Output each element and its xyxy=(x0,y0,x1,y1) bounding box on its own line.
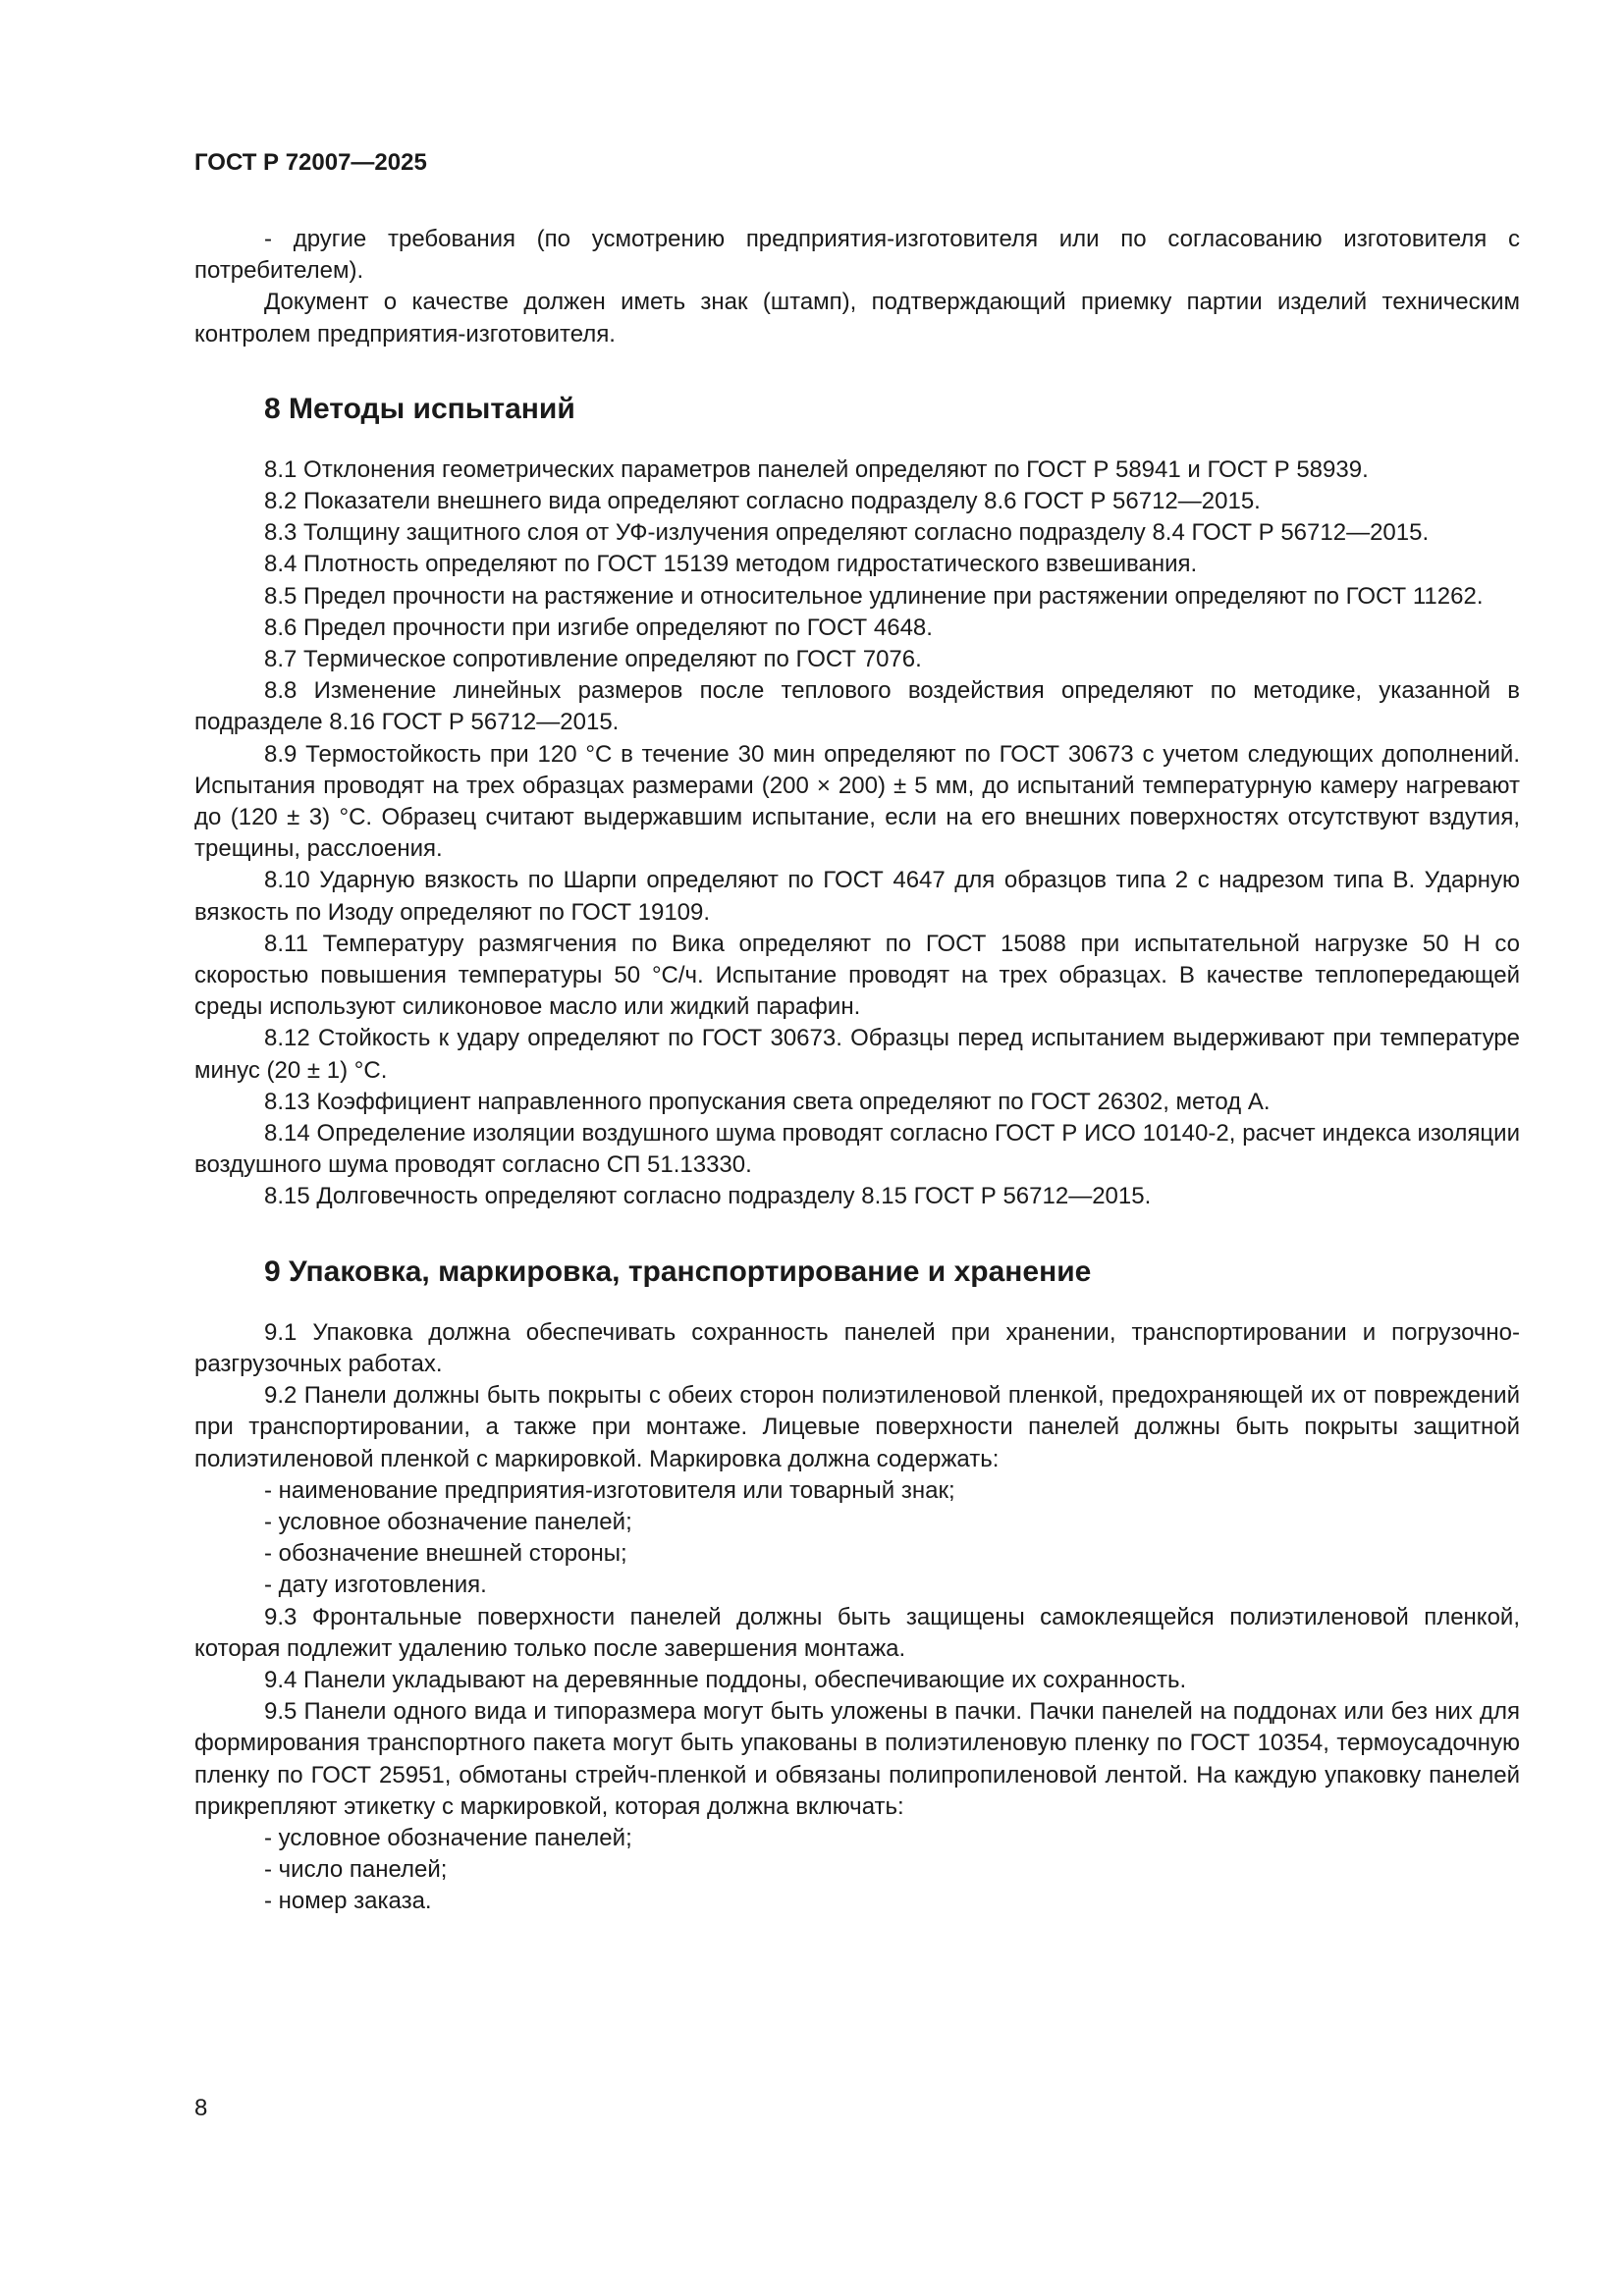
clause-8-2: 8.2 Показатели внешнего вида определяют согласно подразделу 8.6 ГОСТ Р 56712—2015. xyxy=(264,488,1261,515)
intro-paragraph-2: Документ о качестве должен иметь знак (штамп), подтверждающий приемку партии изделий техническим контролем предприятия-изготовителя. xyxy=(194,289,1520,347)
clause-8-14: 8.14 Определение изоляции воздушного шума проводят согласно ГОСТ Р ИСО 10140-2, расчет индекса изоляции воздушного шума проводят согласно СП 51.13330. xyxy=(194,1120,1520,1179)
list-item: - дату изготовления. xyxy=(264,1572,487,1599)
clause-8-4: 8.4 Плотность определяют по ГОСТ 15139 методом гидростатического взвешивания. xyxy=(264,551,1198,578)
clause-8-12: 8.12 Стойкость к удару определяют по ГОСТ 30673. Образцы перед испытанием выдерживают при температуре минус (20 ± 1) °С. xyxy=(194,1025,1520,1084)
clause-8-7: 8.7 Термическое сопротивление определяют по ГОСТ 7076. xyxy=(264,646,922,673)
clause-9-2: 9.2 Панели должны быть покрыты с обеих сторон полиэтиленовой пленкой, предохраняющей их от повреждений при транспортировании, а также при монтаже. Лицевые поверхности панелей должны быть покрыты защитной полиэтиленовой пленкой с маркировкой. Маркировка должна содержать: xyxy=(194,1382,1520,1472)
clause-8-15: 8.15 Долговечность определяют согласно подразделу 8.15 ГОСТ Р 56712—2015. xyxy=(264,1183,1152,1210)
clause-9-3: 9.3 Фронтальные поверхности панелей должны быть защищены самоклеящейся полиэтиленовой пленкой, которая подлежит удалению только после завершения монтажа. xyxy=(194,1603,1520,1662)
intro-paragraph-1: - другие требования (по усмотрению предприятия-изготовителя или по согласованию изготовителя с потребителем). xyxy=(194,226,1520,285)
list-item: - номер заказа. xyxy=(264,1888,432,1915)
list-item: - обозначение внешней стороны; xyxy=(264,1540,627,1568)
clause-8-11: 8.11 Температуру размягчения по Вика определяют по ГОСТ 15088 при испытательной нагрузке 50 Н со скоростью повышения температуры 50 °С/ч. Испытание проводят на трех образцах. В качестве теплопередающей среды используют силиконовое масло или жидкий парафин. xyxy=(194,930,1520,1021)
clause-9-1: 9.1 Упаковка должна обеспечивать сохранность панелей при хранении, транспортировании и погрузочно-разгрузочных работах. xyxy=(194,1318,1520,1377)
clause-8-9: 8.9 Термостойкость при 120 °С в течение 30 мин определяют по ГОСТ 30673 с учетом следующих дополнений. Испытания проводят на трех образцах размерами (200 × 200) ± 5 мм, до испытаний температурную камеру нагревают до (120 ± 3) °С. Образец считают выдержавшим испытание, если на его внешних поверхностях отсутствуют вздутия, трещины, расслоения. xyxy=(194,740,1520,863)
section-9-heading: 9 Упаковка, маркировка, транспортирование и хранение xyxy=(264,1255,1092,1288)
clause-8-5: 8.5 Предел прочности на растяжение и относительное удлинение при растяжении определяют по ГОСТ 11262. xyxy=(264,582,1484,610)
clause-8-8: 8.8 Изменение линейных размеров после теплового воздействия определяют по методике, указанной в подразделе 8.16 ГОСТ Р 56712—2015. xyxy=(194,677,1520,736)
clause-8-10: 8.10 Ударную вязкость по Шарпи определяют по ГОСТ 4647 для образцов типа 2 с надрезом типа В. Ударную вязкость по Изоду определяют по ГОСТ 19109. xyxy=(194,867,1520,926)
list-item: - число панелей; xyxy=(264,1856,448,1884)
section-8-heading: 8 Методы испытаний xyxy=(264,392,575,425)
clause-9-5: 9.5 Панели одного вида и типоразмера могут быть уложены в пачки. Пачки панелей на поддонах или без них для формирования транспортного пакета могут быть упакованы в полиэтиленовую пленку по ГОСТ 10354, термоусадочную пленку по ГОСТ 25951, обмотаны стрейч-пленкой и обвязаны полипропиленовой лентой. На каждую упаковку панелей прикрепляют этикетку с маркировкой, которая должна включать: xyxy=(194,1698,1520,1820)
page-number: 8 xyxy=(194,2095,208,2121)
document-page xyxy=(194,147,1520,1918)
clause-8-3: 8.3 Толщину защитного слоя от УФ-излучения определяют согласно подразделу 8.4 ГОСТ Р 56712—2015. xyxy=(264,519,1430,547)
clause-8-6: 8.6 Предел прочности при изгибе определяют по ГОСТ 4648. xyxy=(264,614,933,641)
clause-8-13: 8.13 Коэффициент направленного пропускания света определяют по ГОСТ 26302, метод А. xyxy=(264,1088,1271,1115)
clause-8-1: 8.1 Отклонения геометрических параметров панелей определяют по ГОСТ Р 58941 и ГОСТ Р 58939. xyxy=(264,455,1369,483)
list-item: - условное обозначение панелей; xyxy=(264,1824,632,1851)
document-code-header: ГОСТ Р 72007—2025 xyxy=(194,149,427,176)
list-item: - условное обозначение панелей; xyxy=(264,1508,632,1535)
clause-9-4: 9.4 Панели укладывают на деревянные поддоны, обеспечивающие их сохранность. xyxy=(264,1666,1187,1693)
list-item: - наименование предприятия-изготовителя или товарный знак; xyxy=(264,1476,955,1504)
